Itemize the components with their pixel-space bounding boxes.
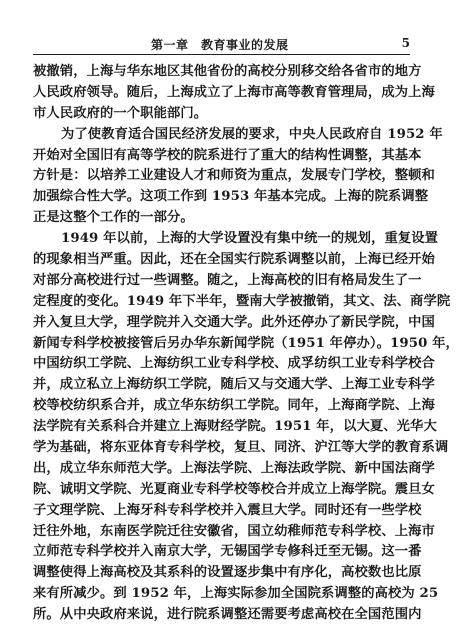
paragraph-3-line-19: 所。从中央政府来说，进行院系调整还需要考虑高校在全国范围内 [33, 607, 422, 623]
running-header [33, 36, 410, 55]
paragraph-3-line-12: 出，成立华东师范大学。上海法学院、上海法政学院、新中国法商学 [33, 460, 435, 476]
paragraph-1-line-2: 人民政府领导。随后，上海成立了上海市高等教育管理局，成为上海 [33, 84, 435, 100]
paragraph-3-line-13: 院、诚明文学院、光夏商业专科学校等校合并成立上海学院。震旦女 [33, 481, 435, 497]
paragraph-2-line-3: 方针是：以培养工业建设人才和师资为重点，发展专门学校，整顿和 [33, 168, 435, 184]
paragraph-2-line-1: 为了使教育适合国民经济发展的要求，中央人民政府自 1952 年 [61, 126, 443, 142]
paragraph-1-line-1: 被撤销，上海与华东地区其他省份的高校分别移交给各省市的地方 [33, 64, 422, 79]
body-text [33, 62, 459, 626]
paragraph-3-line-1: 1949 年以前，上海的大学设置没有集中统一的规划，重复设置 [61, 231, 439, 247]
paragraph-3-line-11: 学为基础，将东亚体育专科学校，复旦、同济、沪江等大学的教育系调 [33, 440, 449, 456]
paragraph-3-line-10: 法学院有关系科合并建立上海财经学院。1951 年，以大夏、光华大 [33, 419, 437, 435]
paragraph-2-line-2: 开始对全国旧有高等学校的院系进行了重大的结构性调整，其基本 [33, 147, 422, 163]
running-title: 第一章 教育事业的发展 [151, 38, 289, 52]
paragraph-1-line-3: 市人民政府的一个职能部门。 [33, 105, 208, 121]
paragraph-3-line-9: 校等校纺织系合并，成立华东纺织工学院。同年，上海商学院、上海 [33, 398, 435, 414]
paragraph-3-line-7: 中国纺织工学院、上海纺织工业专科学校、成孚纺织工业专科学校合 [33, 356, 435, 372]
paragraph-3-line-16: 立师范专科学校并入南京大学，无锡国学专修科迁至无锡。这一番 [33, 544, 422, 560]
paragraph-2-line-5: 正是这整个工作的一部分。 [33, 210, 194, 226]
page-number: 5 [401, 36, 410, 50]
paragraph-3-line-17: 调整使得上海高校及其系科的设置逐步集中有序化，高校数也比原 [33, 565, 422, 581]
paragraph-3-line-6: 新闻专科学校被接管后另办华东新闻学院（1951 年停办）。1950 年， [33, 335, 459, 351]
paragraph-3-line-3: 对部分高校进行过一些调整。随之，上海高校的旧有格局发生了一 [33, 272, 422, 288]
paragraph-3-line-14: 子文理学院、上海牙科专科学校并入震旦大学。同时还有一些学校 [33, 502, 422, 518]
paragraph-3-line-15: 迁往外地，东南医学院迁往安徽省，国立幼稚师范专科学校、上海市 [33, 523, 435, 539]
paragraph-2-line-4: 加强综合性大学。这项工作到 1953 年基本完成。上海的院系调整 [33, 189, 429, 205]
paragraph-3-line-2: 的现象相当严重。因此，还在全国实行院系调整以前，上海已经开始 [33, 252, 435, 268]
paragraph-3-line-18: 来有所减少。到 1952 年，上海实际参加全国院系调整的高校为 25 [33, 586, 439, 602]
paragraph-3-line-4: 定程度的变化。1949 年下半年，暨南大学被撤销，其文、法、商学院 [33, 293, 451, 309]
paragraph-3-line-8: 并，成立私立上海纺织工学院，随后又与交通大学、上海工业专科学 [33, 377, 435, 393]
paragraph-3-line-5: 并入复旦大学，理学院并入交通大学。此外还停办了新民学院，中国 [33, 314, 435, 330]
